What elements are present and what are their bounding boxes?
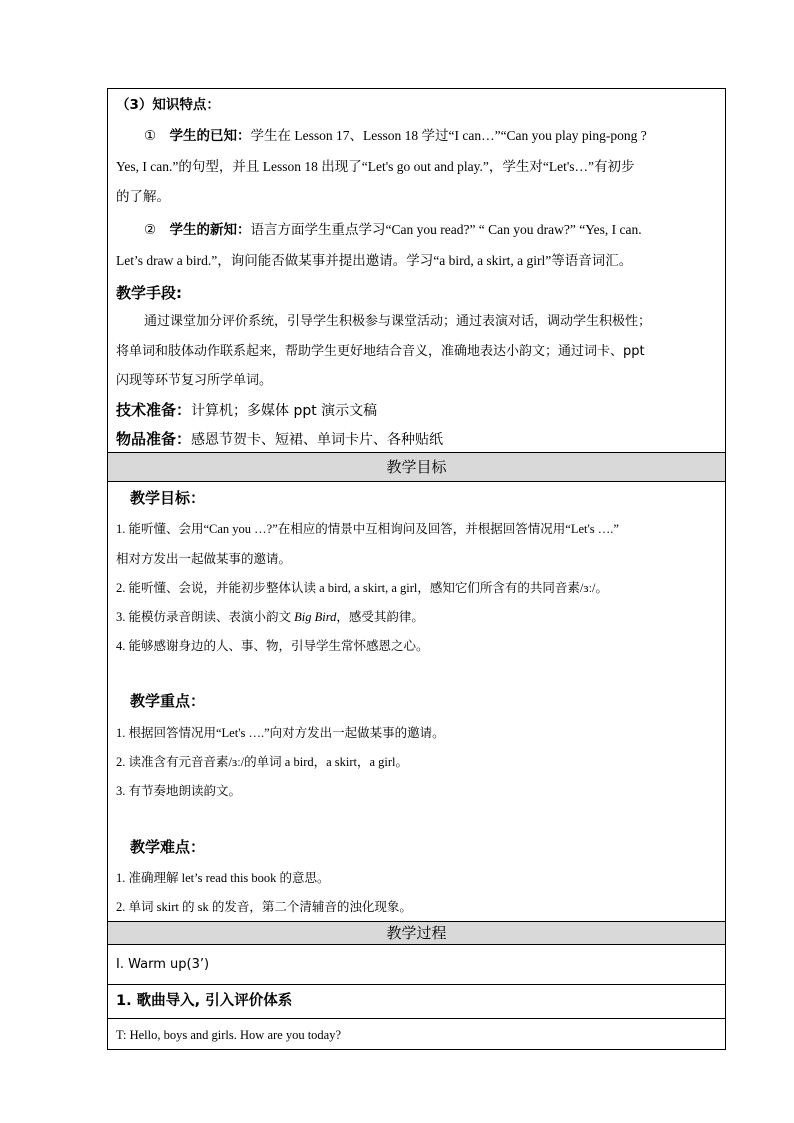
difficulty-2: 2. 单词 skirt 的 sk 的发音，第二个清辅音的浊化现象。 bbox=[116, 900, 412, 914]
focus-heading: 教学重点： bbox=[130, 692, 206, 710]
knowledge-section bbox=[108, 89, 725, 453]
goals-heading: 教学目标： bbox=[130, 489, 206, 507]
dialogue-line: T: Hello, boys and girls. How are you today? bbox=[116, 1028, 342, 1042]
goal-1-line2: 相对方发出一起做某事的邀请。 bbox=[116, 552, 292, 566]
items-label: 物品准备： bbox=[116, 430, 192, 448]
difficulty-heading: 教学难点： bbox=[130, 838, 206, 856]
goals-section bbox=[108, 482, 725, 922]
goal-3-title: Big Bird bbox=[294, 610, 337, 624]
process-step bbox=[108, 985, 725, 1019]
tech-label: 技术准备： bbox=[116, 401, 192, 419]
items-prep bbox=[116, 429, 443, 450]
step-1-heading: 1. 歌曲导入, 引入评价体系 bbox=[116, 993, 293, 1009]
item2-number: ② bbox=[144, 222, 157, 238]
goal-3 bbox=[116, 607, 424, 627]
goal-2: 2. 能听懂、会说，并能初步整体认读 a bird, a skirt, a girl，感知它们所含有的共同音素/ɜː/。 bbox=[116, 581, 609, 595]
goals-header: 教学目标 bbox=[108, 453, 725, 482]
knowledge-heading: （3）知识特点： bbox=[116, 97, 220, 113]
means-line1: 通过课堂加分评价系统，引导学生积极参与课堂活动；通过表演对话，调动学生积极性； bbox=[144, 314, 652, 329]
new-item bbox=[144, 220, 642, 240]
item1-line2: Yes, I can.”的句型，并且 Lesson 18 出现了“Let's go out and play.”，学生对“Let's…”有初步 bbox=[116, 159, 635, 174]
means-line3: 闪现等环节复习所学单词。 bbox=[116, 373, 273, 388]
goal-4: 4. 能够感谢身边的人、事、物，引导学生常怀感恩之心。 bbox=[116, 639, 429, 653]
goal-1-line1: 1. 能听懂、会用“Can you …?”在相应的情景中互相询问及回答，并根据回答情况用“Let's ….” bbox=[116, 522, 619, 536]
item2-label: 学生的新知： bbox=[169, 222, 251, 238]
difficulty-1: 1. 准确理解 let’s read this book 的意思。 bbox=[116, 871, 330, 885]
tech-value: 计算机；多媒体 ppt 演示文稿 bbox=[191, 403, 378, 419]
item2-line1: 语言方面学生重点学习“Can you read?” “ Can you draw?” “Yes, I can. bbox=[250, 222, 642, 237]
goal-3-post: ，感受其韵律。 bbox=[336, 610, 424, 624]
known-item bbox=[144, 126, 647, 146]
focus-2: 2. 读准含有元音音素/ɜː/的单词 a bird，a skirt，a girl。 bbox=[116, 755, 409, 769]
warmup-heading: I. Warm up(3’) bbox=[116, 957, 210, 972]
focus-3: 3. 有节奏地朗读韵文。 bbox=[116, 784, 242, 798]
process-header: 教学过程 bbox=[108, 922, 725, 945]
means-line2: 将单词和肢体动作联系起来，帮助学生更好地结合音义，准确地表达小韵文；通过词卡、ppt bbox=[116, 344, 645, 359]
lesson-plan-table bbox=[107, 88, 726, 1050]
item2-line2: Let’s draw a bird.”，询问能否做某事并提出邀请。学习“a bird, a skirt, a girl”等语音词汇。 bbox=[116, 253, 633, 268]
focus-1: 1. 根据回答情况用“Let's ….”向对方发出一起做某事的邀请。 bbox=[116, 726, 445, 740]
process-section bbox=[108, 945, 725, 985]
item1-line1: 学生在 Lesson 17、Lesson 18 学过“I can…”“Can you play ping-pong ? bbox=[250, 128, 647, 143]
tech-prep bbox=[116, 400, 377, 421]
item1-label: 学生的已知： bbox=[169, 128, 251, 144]
goal-3-pre: 3. 能模仿录音朗读、表演小韵文 bbox=[116, 610, 295, 624]
items-value: 感恩节贺卡、短裙、单词卡片、各种贴纸 bbox=[191, 432, 444, 448]
process-dialogue bbox=[108, 1019, 725, 1049]
item1-number: ① bbox=[144, 128, 157, 144]
means-heading: 教学手段: bbox=[116, 284, 182, 302]
item1-line3: 的了解。 bbox=[116, 189, 170, 204]
